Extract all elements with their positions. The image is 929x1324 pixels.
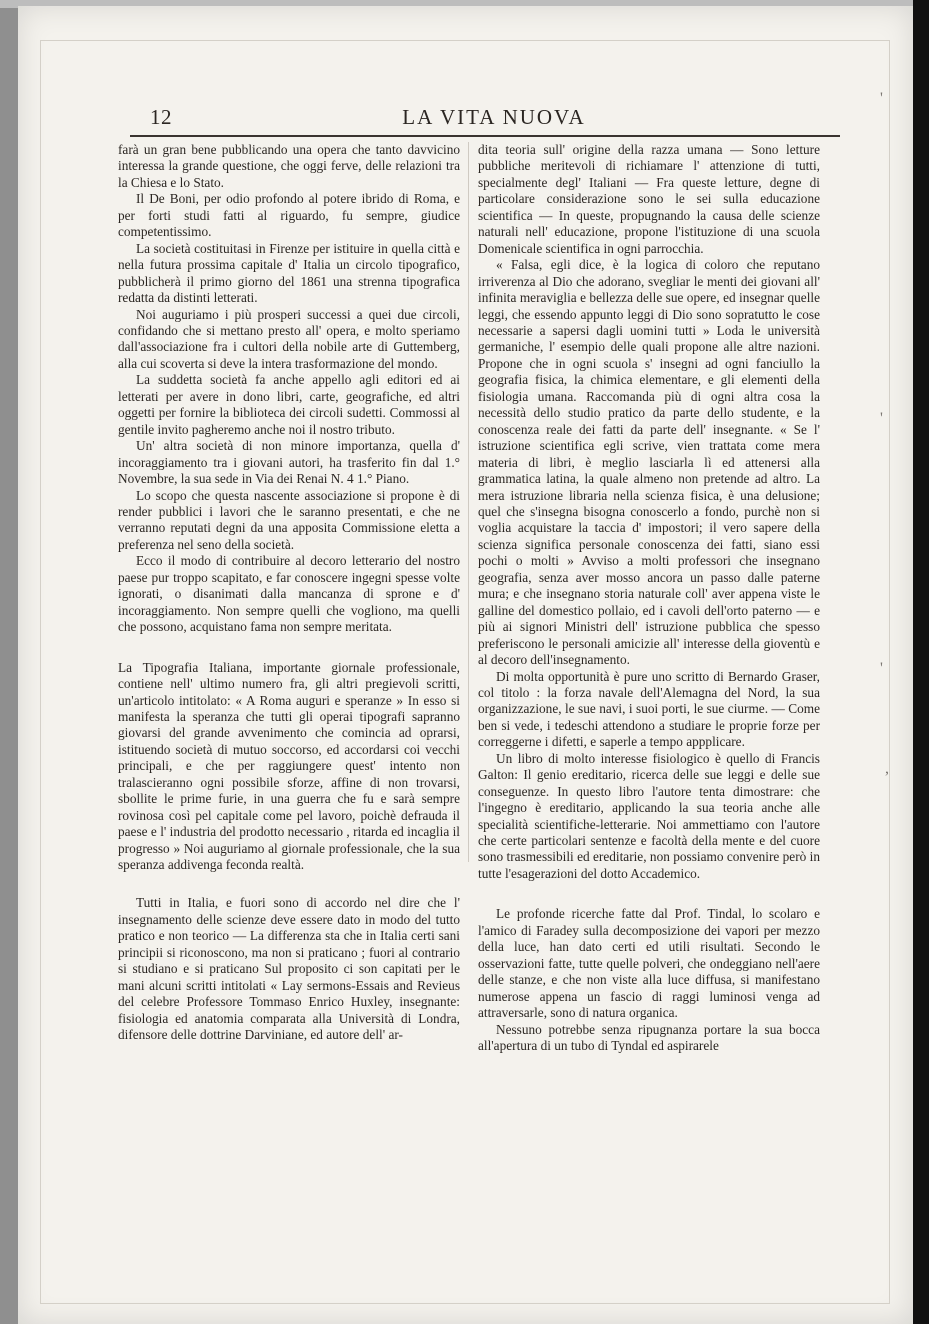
journal-title: LA VITA NUOVA: [402, 105, 586, 129]
paragraph: La società costituitasi in Firenze per istituire in quella città e nella futura prossima capitale d' Italia un circolo tipografico, pubblicherà il primo giorno del 1861 una strenna tipografica redatta da distinti letterati.: [118, 240, 460, 306]
margin-mark: ': [880, 660, 883, 677]
paragraph: Ecco il modo di contribuire al decoro letterario del nostro paese pur troppo scapitato, e far conoscere ingegni spesse volte ignorati, o disanimati dalla mancanza di sprone e d' incoraggiamento. Non sempre quelli che vogliono, ma quelli che possono, acquistano fama non sempre meritata.: [118, 553, 460, 635]
paragraph: Lo scopo che questa nascente associazione si propone è di render pubblici i lavori che le saranno presentati, e che ne verranno reputati degni da una apposita Commissione eletta a preferenza nel seno della società.: [118, 487, 460, 552]
page-number: 12: [150, 105, 172, 129]
paragraph: Il De Boni, per odio profondo al potere ibrido di Roma, e per forti studi fatti al riguardo, fu sempre, giudice competentissimo.: [118, 191, 460, 240]
column-divider: [468, 142, 469, 862]
margin-mark: ': [880, 410, 883, 427]
paragraph: dita teoria sull' origine della razza umana — Sono letture pubbliche meritevoli di richiamare l' attenzione di tutti, specialmente degl' Italiani — Fra queste letture, degne di particolare considerazione sono le sei sulla educazione scientifica — In queste, propugnando la causa delle scienze naturali nell' educazione, propone l'istituzione di una scuola Domenicale scientifica in ogni parrocchia.: [478, 142, 820, 256]
paragraph: Un libro di molto interesse fisiologico è quello di Francis Galton: Il genio ereditario, ricerca delle sue leggi e delle sue conseguenze. In questo libro l'autore tenta dimostrare: che l'ingegno è ereditario, applicando la sua teoria anche alle specialità scientifiche-letterarie. Noi ammettiamo con l'autore che certe particolari sentenze e facoltà della mente e del cuore sono trasmessibili ed ereditarie, non possiamo convenire però in tutte l'esagerazioni del dotto Accademico.: [478, 750, 820, 881]
page-header: [150, 105, 838, 135]
paragraph: La suddetta società fa anche appello agli editori ed ai letterati per avere in dono libri, carte, geografiche, ed altri oggetti per fornire la biblioteca dei circoli sudetti. Commossi al gentile invito pagheremo anche noi il nostro tributo.: [118, 372, 460, 437]
paragraph: Noi auguriamo i più prosperi successi a quei due circoli, confidando che si mettano presto all' opera, e molto speriamo dall'associazione fra i cultori della nobile arte di Guttemberg, alla cui scoverta si deve la intera trasformazione del mondo.: [118, 306, 460, 371]
margin-mark: ,: [885, 760, 889, 777]
left-column: [118, 142, 460, 1044]
margin-mark: ': [880, 90, 883, 107]
paragraph: Un' altra società di non minore importanza, quella d' incoraggiamento tra i giovani autori, ha trasferito fin dal 1.° Novembre, la sua sede in Via dei Renai N. 4 1.° Piano.: [118, 438, 460, 487]
paragraph: « Falsa, egli dice, è la logica di coloro che reputano irriverenza al Dio che adorano, svegliar le menti dei giovani all' infinita meraviglia e bellezza delle sue opere, ed insegnar quelle leggi, che essendo appunto leggi di Dio sono sopratutto le cose necessarie a sapersi dagli uomini tutti » Loda le università germaniche, l' esempio delle quali propone alle altre nazioni. Propone che in ogni scuola s' insegni ad ogni fanciullo la geografia fisica, la chimica elementare, e gli elementi della fisiologia umana. Raccomanda più di ogni altra cosa la necessità dello studio pratico da parte dello studente, e la conoscenza reale dei fatti da parte dell' insegnante. « Se l' istruzione scientifica egli scrive, vien trattata come mera materia di libri, è meglio lasciarla lì ed attenersi alla grammatica latina, la quale almeno non pretende ad altro. La mera istruzione libraria nella scienza fisica, è una delusione; quel che s'insegna bisogna conoscerlo a fondo, purchè non si voglia acquistare la taccia d' impostori; il vero sapere della scienza significa personale conoscenza dei fatti, siano essi pochi o molti » Avviso a molti professori che insegnano geografia, senza aver mosso ancora un passo dalle paterne mura; e che insegnano storia naturale coll' aver appena viste le galline del domestico pollaio, ed i cavoli dell'orto paterno — e più ai signori Ministri dell' istruzione pubblica che spesso preferiscono le personali amicizie all' interesse della gioventù e al decoro dell'insegnamento.: [478, 257, 820, 668]
paragraph: Le profonde ricerche fatte dal Prof. Tindal, lo scolaro e l'amico di Faradey sulla decomposizione dei vapori per mezzo della luce, han dato certi ed utili risultati. Secondo le osservazioni fatte, tutte quelle polveri, che ondeggiano nell'aere delle stanze, e che non viste alla luce diffusa, si manifestano numerose appena un fascio di raggi luminosi venga ad attraversarle, sono di natura organica.: [478, 906, 820, 1021]
paragraph: Tutti in Italia, e fuori sono di accordo nel dire che l' insegnamento delle scienze deve essere dato in modo del tutto pratico e non teorico — La differenza sta che in Italia certi sani principii si riconoscono, ma non si praticano ; fuori al contrario si studiano e si praticano Sul proposito ci son capitati per le mani alcuni scritti intitolati « Lay sermons-Essais and Revieus del celebre Professore Tommaso Enrico Huxley, insegnante: fisiologia ed anatomia comparata alla Università di Londra, difensore delle dottrine Darviniane, ed autore dell' ar-: [118, 895, 460, 1043]
right-column: [478, 142, 820, 1054]
paragraph: Di molta opportunità è pure uno scritto di Bernardo Graser, col titolo : la forza navale dell'Alemagna del Nord, la sua organizzazione, le sue navi, i suoi porti, le sue ciurme. — Come ben si vede, i tedeschi attendono a studiare le proprie forze per correggerne i difetti, e saperle a tempo appplicare.: [478, 668, 820, 750]
scan-edge-right: [913, 0, 929, 1324]
paragraph: Nessuno potrebbe senza ripugnanza portare la sua bocca all'apertura di un tubo di Tyndal ed aspirarele: [478, 1021, 820, 1054]
header-rule: [130, 135, 840, 137]
paragraph: farà un gran bene pubblicando una opera che tanto davvicino interessa la grande questione, che oggi ferve, delle relazioni tra la Chiesa e lo Stato.: [118, 142, 460, 190]
paragraph: La Tipografia Italiana, importante giornale professionale, contiene nell' ultimo numero fra, gli altri pregievoli scritti, un'articolo intitolato: « A Roma auguri e speranze » In esso si manifesta la speranza che tutti gli operai tipografi sapranno giovarsi del grande avvenimento che comincia ad oprarsi, istituendo società di mutuo soccorso, ed accordarsi coi vecchi principali, e che per raggiungere quest' intento non tralascieranno ogni possibile sforze, affine di non trovarsi, sbollite le prime furie, in una guerra che fu e sarà sempre rovinosa così pel capitale come pel lavoro, poichè defrauda il paese e l' industria del prodotto necessario , ritarda ed incaglia il progresso » Noi auguriamo al giornale professionale, che la sua speranza addivenga feconda realtà.: [118, 659, 460, 873]
